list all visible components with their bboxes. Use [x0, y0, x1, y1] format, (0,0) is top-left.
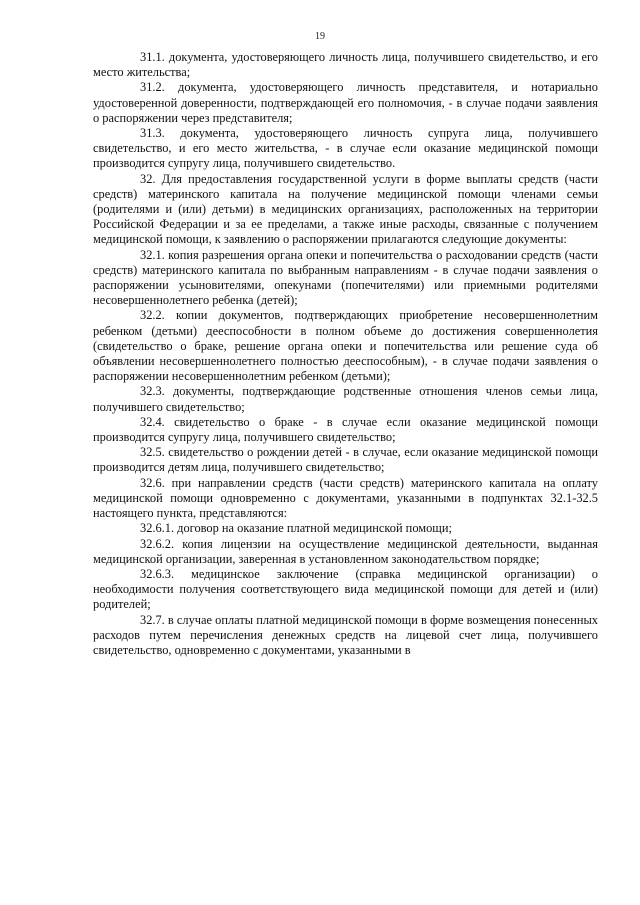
document-body [93, 50, 598, 658]
paragraph-32-4: 32.4. свидетельство о браке - в случае если оказание медицинской помощи производится супругу лица, получившего свидетельство; [93, 414, 598, 445]
paragraph-32-6-2: 32.6.2. копия лицензии на осуществление медицинской деятельности, выданная медицинской организации, заверенная в установленном законодательством порядке; [93, 536, 598, 566]
paragraph-31-3: 31.3. документа, удостоверяющего личность супруга лица, получившего свидетельство, и его место жительства, - в случае если оказание медицинской помощи производится супругу лица, получившего свидетельство. [93, 126, 598, 171]
paragraph-32-6-1: 32.6.1. договор на оказание платной медицинской помощи; [140, 521, 452, 536]
paragraph-32-2: 32.2. копии документов, подтверждающих приобретение несовершеннолетним ребенком (детьми) дееспособности в полном объеме до достижения совершеннолетия (свидетельство о браке, решение органа опеки и попечительства или решение суда об объявлении несовершеннолетнего полностью дееспособным), - в случае подачи заявления о распоряжении несовершеннолетним ребенком (детьми); [93, 308, 598, 384]
paragraph-32-5: 32.5. свидетельство о рождении детей - в случае, если оказание медицинской помощи производится детям лица, получившего свидетельство; [93, 445, 598, 475]
paragraph-32-6: 32.6. при направлении средств (части средств) материнского капитала на оплату медицинской помощи одновременно с документами, указанными в подпунктах 32.1-32.5 настоящего пункта, представляются: [93, 475, 598, 521]
page-number: 19 [315, 31, 325, 42]
paragraph-32-7: 32.7. в случае оплаты платной медицинской помощи в форме возмещения понесенных расходов путем перечисления денежных средств на лицевой счет лица, получившего свидетельство, одновременно с документами, указанными в [93, 612, 598, 657]
paragraph-32: 32. Для предоставления государственной услуги в форме выплаты средств (части средств) материнского капитала на получение медицинской помощи членами семьи (родителями и (или) детьми) в медицинских организациях, расположенных на территории Российской Федерации и за ее пределами, а также иные расходы, связанные с получением медицинской помощи, к заявлению о распоряжении прилагаются следующие документы: [93, 171, 598, 247]
paragraph-31-2: 31.2. документа, удостоверяющего личность представителя, и нотариально удостоверенной доверенности, подтверждающей его полномочия, - в случае подачи заявления о распоряжении через представителя; [93, 80, 598, 125]
paragraph-32-3: 32.3. документы, подтверждающие родственные отношения членов семьи лица, получившего свидетельство; [93, 384, 598, 414]
paragraph-32-6-3: 32.6.3. медицинское заключение (справка медицинской организации) о необходимости получения соответствующего вида медицинской помощи для детей и (или) родителей; [93, 566, 598, 612]
paragraph-32-1: 32.1. копия разрешения органа опеки и попечительства о расходовании средств (части средств) материнского капитала по выбранным направлениям - в случае подачи заявления о распоряжении усыновителями, опекунами (попечителями) или приемными родителями несовершеннолетнего ребенка (детей); [93, 247, 598, 308]
paragraph-31-1: 31.1. документа, удостоверяющего личность лица, получившего свидетельство, и его место жительства; [93, 50, 598, 80]
